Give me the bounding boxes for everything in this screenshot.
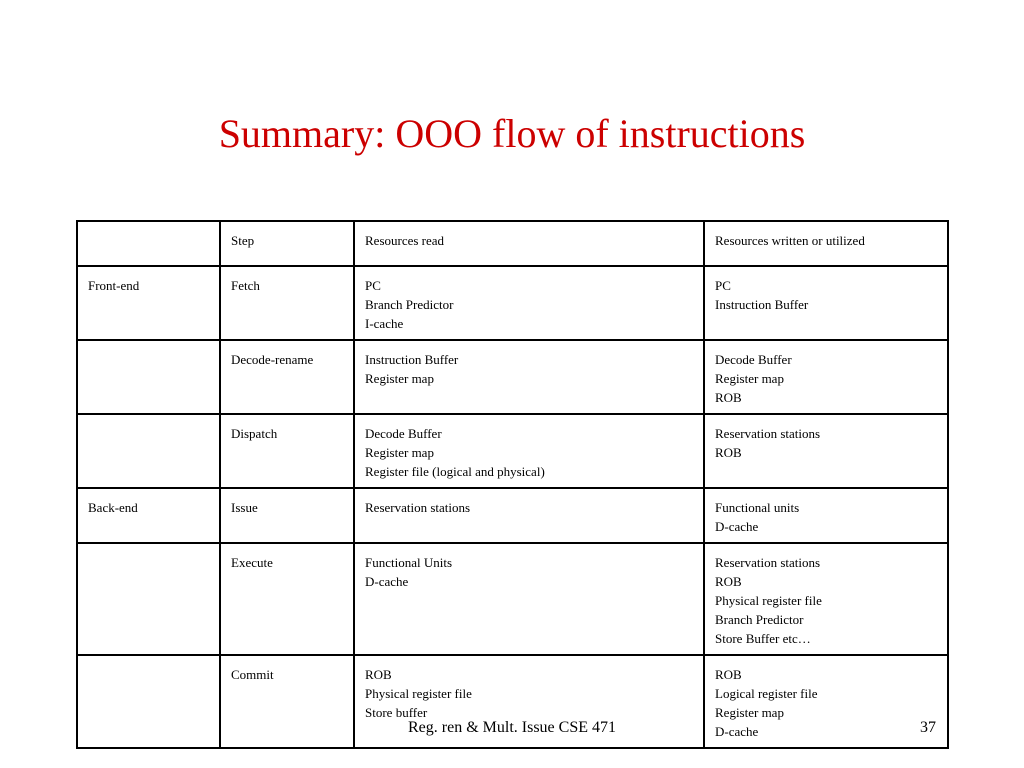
resource-item: D-cache: [715, 519, 759, 534]
resource-item: ROB: [715, 574, 742, 589]
resource-item: Register map: [365, 371, 434, 386]
resources-read-cell: [354, 414, 704, 488]
table-row: [77, 414, 948, 488]
stage-cell: [77, 543, 220, 655]
resource-item: Reservation stations: [715, 426, 821, 441]
resource-item: Store buffer: [365, 705, 428, 720]
resources-read-cell: [354, 340, 704, 414]
page-number: 37: [920, 719, 936, 736]
resource-item: Register map: [715, 705, 784, 720]
resource-item: Functional units: [715, 500, 800, 515]
footer-text: Reg. ren & Mult. Issue CSE 471: [408, 719, 616, 736]
resources-read-cell: [354, 543, 704, 655]
stage-cell: [77, 340, 220, 414]
table-row: [77, 266, 948, 340]
slide-title: Summary: OOO flow of instructions: [218, 111, 806, 156]
resource-item: Register file (logical and physical): [365, 464, 545, 479]
resource-item: ROB: [715, 390, 742, 405]
step-cell: Issue: [220, 488, 354, 543]
resource-item: Reservation stations: [715, 555, 821, 570]
stage-cell: Front-end: [77, 266, 220, 340]
resource-item: ROB: [715, 445, 742, 460]
step-cell: Dispatch: [220, 414, 354, 488]
resource-item: Decode Buffer: [365, 426, 442, 441]
stage-cell: Back-end: [77, 488, 220, 543]
resource-item: D-cache: [715, 724, 759, 739]
resource-item: PC: [715, 278, 731, 293]
table-header-row: [77, 221, 948, 266]
table-row: [77, 340, 948, 414]
header-cell-step: Step: [220, 221, 354, 266]
resource-item: D-cache: [365, 574, 409, 589]
resource-item: PC: [365, 278, 381, 293]
step-cell: Decode-rename: [220, 340, 354, 414]
resources-written-cell: [704, 488, 948, 543]
resources-written-cell: [704, 414, 948, 488]
resource-item: Branch Predictor: [365, 297, 454, 312]
resources-read-cell: [354, 488, 704, 543]
header-cell-resources-read: Resources read: [354, 221, 704, 266]
resource-item: Reservation stations: [365, 500, 471, 515]
ooo-flow-table: [76, 220, 949, 749]
step-cell: Commit: [220, 655, 354, 748]
resource-item: Physical register file: [715, 593, 822, 608]
resource-item: ROB: [365, 667, 392, 682]
stage-cell: [77, 414, 220, 488]
resource-item: Instruction Buffer: [715, 297, 809, 312]
step-cell: Execute: [220, 543, 354, 655]
table-row: [77, 488, 948, 543]
resources-written-cell: [704, 543, 948, 655]
resource-item: Register map: [365, 445, 434, 460]
resource-item: Branch Predictor: [715, 612, 804, 627]
resource-item: Physical register file: [365, 686, 472, 701]
step-cell: Fetch: [220, 266, 354, 340]
resource-item: Functional Units: [365, 555, 453, 570]
resources-written-cell: [704, 340, 948, 414]
header-cell-stage: [77, 221, 220, 266]
resources-written-cell: [704, 266, 948, 340]
resource-item: Decode Buffer: [715, 352, 792, 367]
resource-item: Register map: [715, 371, 784, 386]
resource-item: Store Buffer etc…: [715, 631, 811, 646]
table-row: [77, 543, 948, 655]
resource-item: Instruction Buffer: [365, 352, 459, 367]
resource-item: Logical register file: [715, 686, 818, 701]
resources-read-cell: [354, 266, 704, 340]
header-cell-resources-written: Resources written or utilized: [704, 221, 948, 266]
resource-item: I-cache: [365, 316, 404, 331]
resource-item: ROB: [715, 667, 742, 682]
